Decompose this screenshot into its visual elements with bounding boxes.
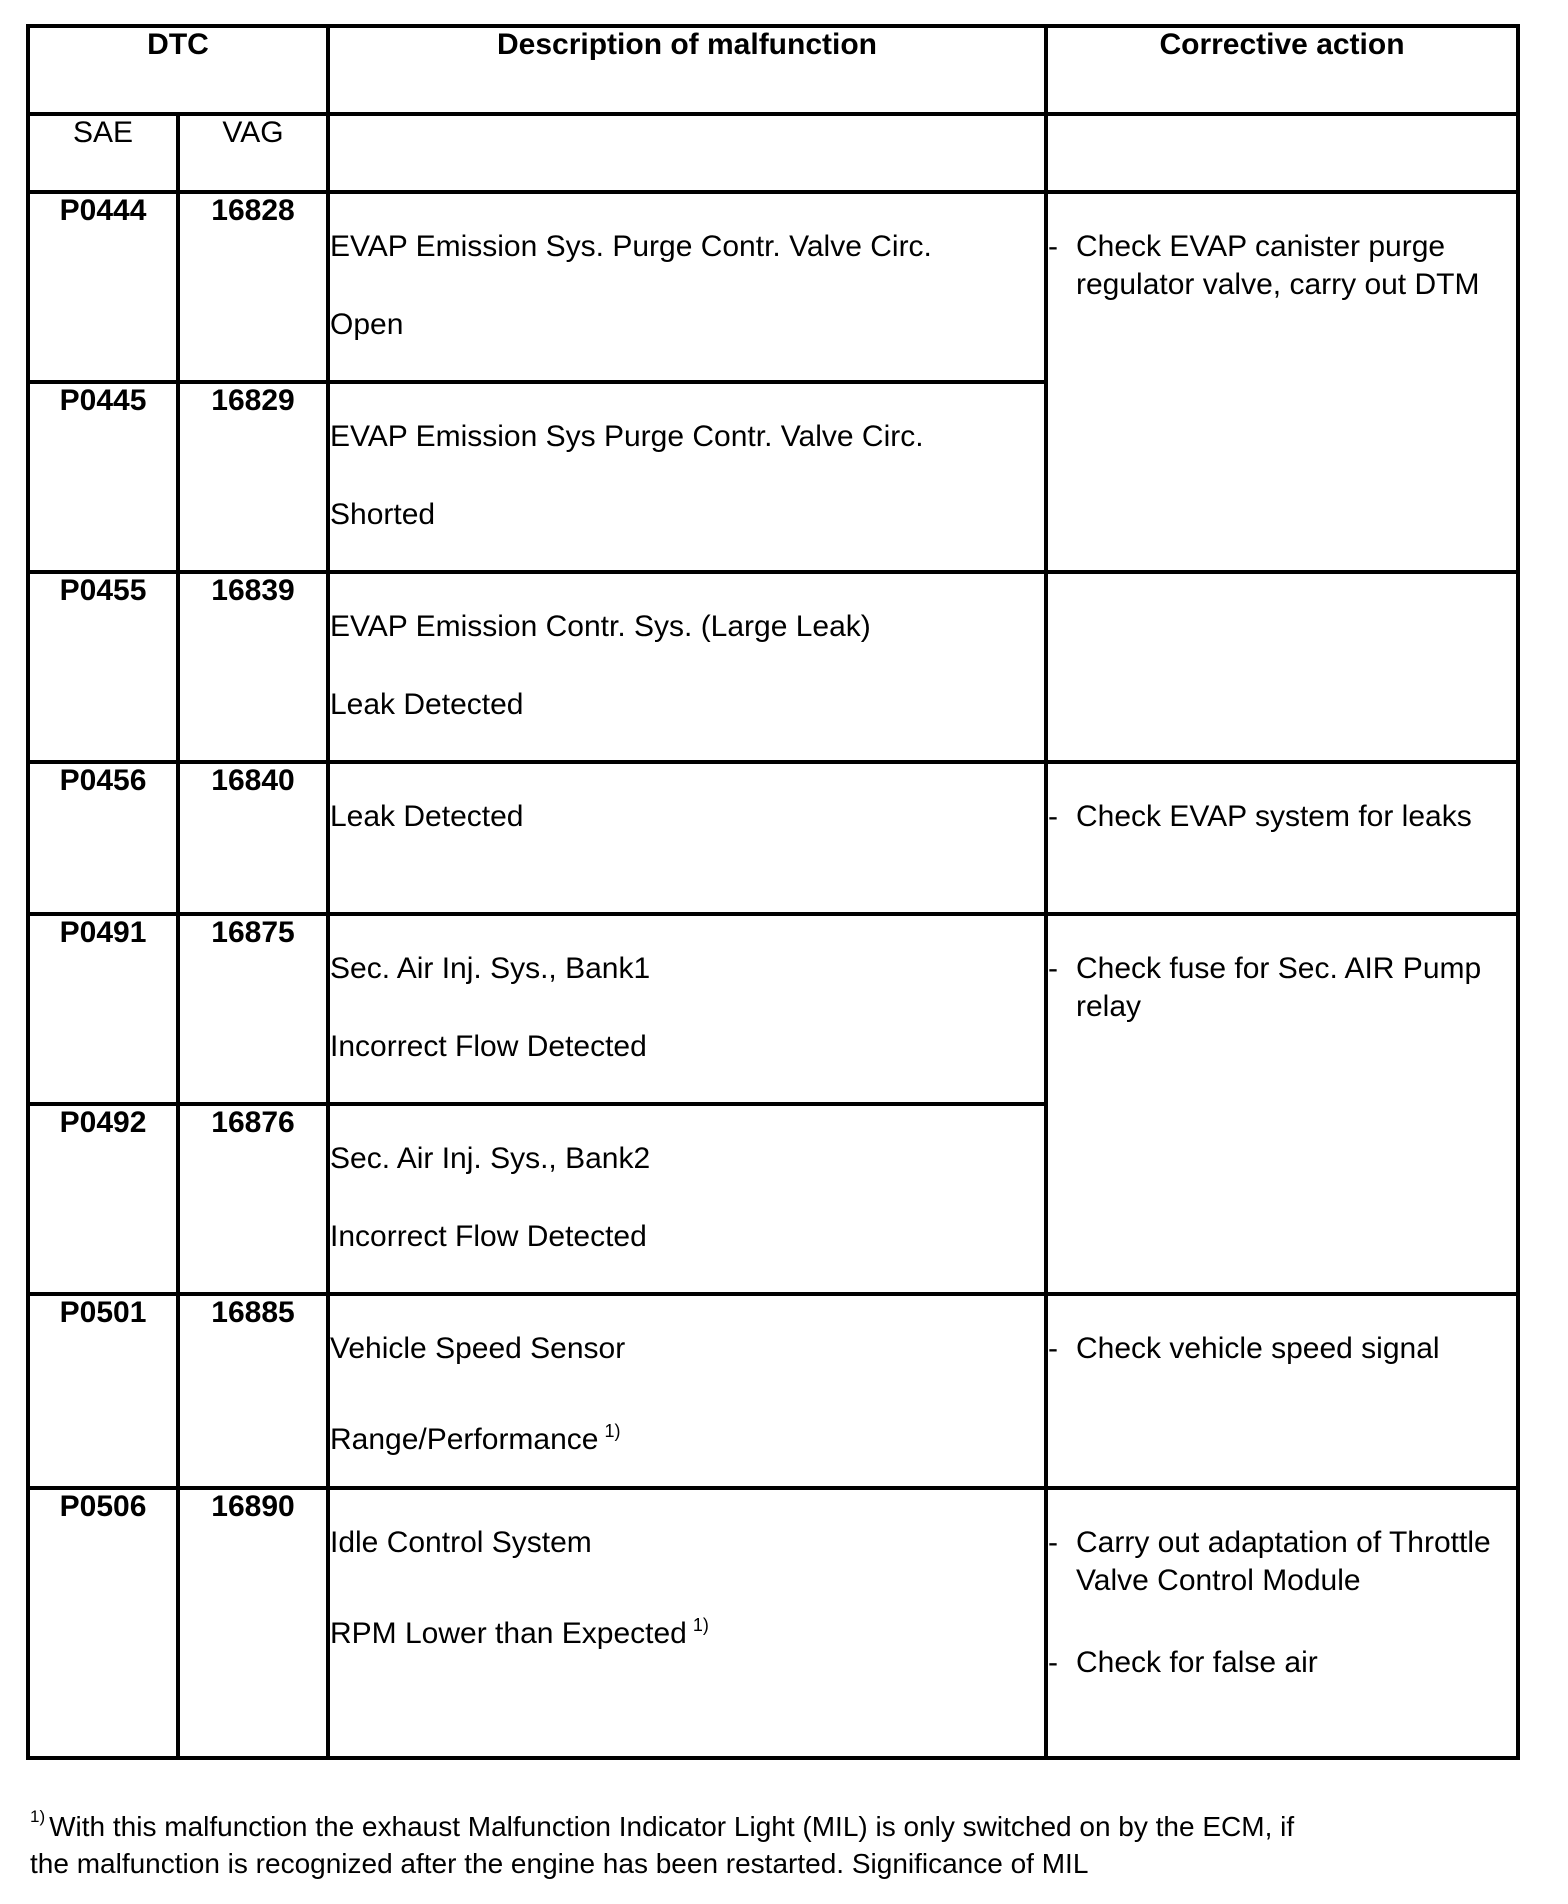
- footnote-marker: 1): [692, 1615, 709, 1635]
- subheader-empty-desc: [328, 114, 1046, 192]
- corrective-action-cell: [1046, 1294, 1518, 1488]
- malfunction-description: [328, 914, 1046, 1104]
- sae-code: P0506: [28, 1488, 178, 1758]
- vag-code: 16876: [178, 1104, 328, 1294]
- description-line-2-text: RPM Lower than Expected: [330, 1617, 687, 1650]
- description-line-2: [330, 1412, 1044, 1459]
- description-line-1: Vehicle Speed Sensor: [330, 1332, 626, 1365]
- footnote-text: With this malfunction the exhaust Malfunction Indicator Light (MIL) is only switched on by the ECM, if the malfunction is recognized after the engine has been restarted. Significance of MIL: [30, 1811, 1295, 1879]
- action-text: Check for false air: [1076, 1646, 1318, 1679]
- table-row: [28, 572, 1518, 762]
- action-text: Check fuse for Sec. AIR Pump relay: [1076, 952, 1482, 1023]
- action-text: Check EVAP system for leaks: [1076, 800, 1472, 833]
- malfunction-description: [328, 762, 1046, 914]
- malfunction-description: [328, 1104, 1046, 1294]
- description-line-1: EVAP Emission Contr. Sys. (Large Leak): [330, 610, 871, 643]
- table-row: [28, 1294, 1518, 1488]
- table-row: [28, 762, 1518, 914]
- footnote: [30, 1798, 1330, 1882]
- action-item: [1048, 798, 1516, 836]
- description-line-2: [330, 1606, 1044, 1653]
- description-line-1: Leak Detected: [330, 800, 524, 833]
- sae-code: P0491: [28, 914, 178, 1104]
- malfunction-description: [328, 1294, 1046, 1488]
- sae-code: P0455: [28, 572, 178, 762]
- vag-code: 16840: [178, 762, 328, 914]
- dash-bullet: -: [1048, 1332, 1058, 1365]
- malfunction-description: [328, 1488, 1046, 1758]
- footnote-marker: 1): [604, 1421, 621, 1441]
- malfunction-description: [328, 572, 1046, 762]
- description-line-1: EVAP Emission Sys. Purge Contr. Valve Circ.: [330, 230, 932, 263]
- dtc-table: [26, 24, 1520, 1760]
- action-item: [1048, 1524, 1516, 1600]
- subheader-vag: VAG: [178, 114, 328, 192]
- malfunction-description: [328, 192, 1046, 382]
- corrective-action-cell: [1046, 914, 1518, 1294]
- vag-code: 16828: [178, 192, 328, 382]
- vag-code: 16829: [178, 382, 328, 572]
- action-item: [1048, 1644, 1516, 1682]
- vag-code: 16839: [178, 572, 328, 762]
- action-text: Check vehicle speed signal: [1076, 1332, 1440, 1365]
- description-line-1: EVAP Emission Sys Purge Contr. Valve Circ.: [330, 420, 924, 453]
- dash-bullet: -: [1048, 800, 1058, 833]
- dash-bullet: -: [1048, 952, 1058, 985]
- description-line-2: Leak Detected: [330, 688, 524, 721]
- subheader-empty-action: [1046, 114, 1518, 192]
- action-text: Check EVAP canister purge regulator valve, carry out DTM: [1076, 230, 1480, 301]
- corrective-action-cell: [1046, 762, 1518, 914]
- description-line-1: Idle Control System: [330, 1526, 592, 1559]
- action-item: [1048, 1330, 1516, 1368]
- vag-code: 16885: [178, 1294, 328, 1488]
- subheader-sae: SAE: [28, 114, 178, 192]
- table-row: [28, 192, 1518, 382]
- footnote-mark: 1): [30, 1807, 46, 1826]
- sae-code: P0456: [28, 762, 178, 914]
- header-description: Description of malfunction: [328, 26, 1046, 114]
- vag-code: 16890: [178, 1488, 328, 1758]
- description-line-1: Sec. Air Inj. Sys., Bank1: [330, 952, 651, 985]
- corrective-action-cell: [1046, 192, 1518, 572]
- subheader-row: [28, 114, 1518, 192]
- malfunction-description: [328, 382, 1046, 572]
- sae-code: P0492: [28, 1104, 178, 1294]
- action-item: [1048, 950, 1516, 1026]
- vag-code: 16875: [178, 914, 328, 1104]
- header-dtc: DTC: [28, 26, 328, 114]
- table-row: [28, 1488, 1518, 1758]
- action-text: Carry out adaptation of Throttle Valve Control Module: [1076, 1526, 1491, 1597]
- header-corrective-action: Corrective action: [1046, 26, 1518, 114]
- description-line-2: Open: [330, 308, 404, 341]
- action-item: [1048, 228, 1516, 304]
- corrective-action-cell: [1046, 1488, 1518, 1758]
- dash-bullet: -: [1048, 1526, 1058, 1559]
- corrective-action-cell: [1046, 572, 1518, 762]
- description-line-2: Incorrect Flow Detected: [330, 1220, 647, 1253]
- sae-code: P0444: [28, 192, 178, 382]
- dash-bullet: -: [1048, 1646, 1058, 1679]
- description-line-2: Shorted: [330, 498, 436, 531]
- sae-code: P0445: [28, 382, 178, 572]
- dash-bullet: -: [1048, 230, 1058, 263]
- description-line-2-text: Range/Performance: [330, 1423, 599, 1456]
- header-row: [28, 26, 1518, 114]
- table-row: [28, 914, 1518, 1104]
- description-line-2: Incorrect Flow Detected: [330, 1030, 647, 1063]
- description-line-1: Sec. Air Inj. Sys., Bank2: [330, 1142, 651, 1175]
- sae-code: P0501: [28, 1294, 178, 1488]
